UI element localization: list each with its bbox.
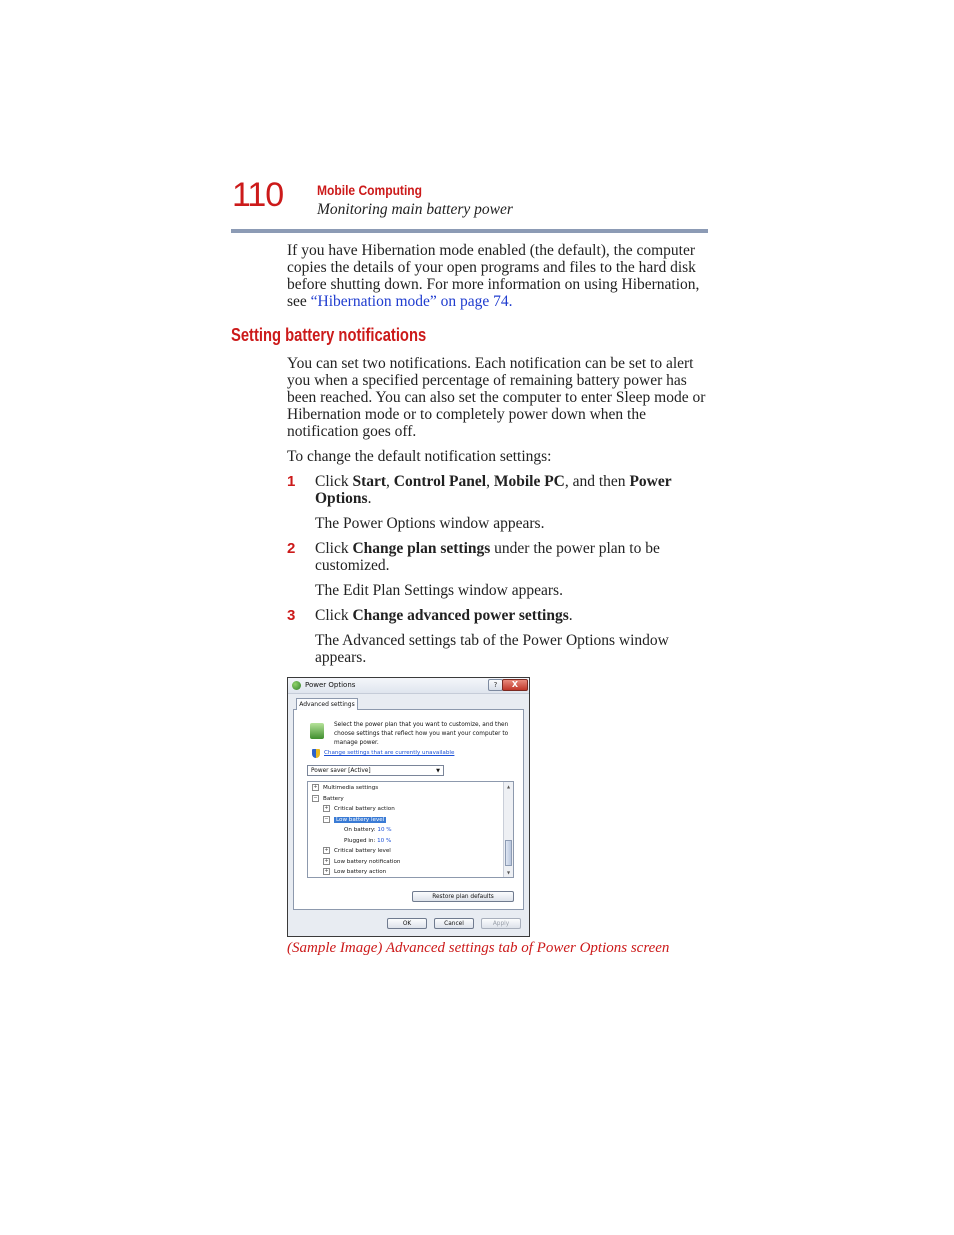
tree-item-critical-action[interactable] xyxy=(323,805,395,813)
settings-tree[interactable] xyxy=(307,781,514,878)
scroll-up-icon[interactable]: ▲ xyxy=(506,784,511,789)
step-number: 3 xyxy=(287,607,296,624)
collapse-icon[interactable]: − xyxy=(313,794,318,801)
expand-icon[interactable]: + xyxy=(324,868,329,874)
tree-item-low-action[interactable] xyxy=(323,868,386,876)
window-titlebar xyxy=(288,678,529,694)
step-3-text xyxy=(315,607,710,624)
step-number: 2 xyxy=(287,540,296,557)
tree-item-label: Low battery level xyxy=(336,816,385,823)
tree-item-low-level[interactable] xyxy=(323,816,386,824)
instructions-intro: To change the default notification settings: xyxy=(287,448,552,465)
chapter-title: Mobile Computing xyxy=(317,182,423,198)
tree-item-critical-level[interactable] xyxy=(323,847,391,855)
step-bold-term: Mobile PC xyxy=(493,473,565,490)
restore-defaults-button[interactable]: Restore plan defaults xyxy=(412,891,514,902)
step-1-result: The Power Options window appears. xyxy=(315,515,545,532)
tree-item-label: Multimedia settings xyxy=(323,785,379,791)
tab-advanced-settings[interactable]: Advanced settings xyxy=(296,698,358,710)
step-bold-term: Power Options xyxy=(315,473,672,507)
section-heading: Setting battery notifications xyxy=(231,325,427,345)
header-rule xyxy=(231,229,708,233)
notifications-paragraph: You can set two notifications. Each notification can be set to alert you when a specified percentage of remaining battery power has been reached. You can also set the computer to enter Sleep mode or Hibernation mode or to completely power down when the notification goes off. xyxy=(287,355,706,440)
step-2-result: The Edit Plan Settings window appears. xyxy=(315,582,563,599)
setting-on-battery[interactable] xyxy=(344,826,392,834)
step-text-part: Click xyxy=(315,473,353,490)
dropdown-selected-value: Power saver [Active] xyxy=(311,768,371,774)
ok-button[interactable]: OK xyxy=(387,918,427,929)
expand-icon[interactable]: + xyxy=(324,847,329,853)
setting-value[interactable]: 10 % xyxy=(377,827,392,833)
tree-item-label: Critical battery level xyxy=(334,848,391,854)
figure-caption: (Sample Image) Advanced settings tab of Power Options screen xyxy=(287,940,670,956)
cancel-button[interactable]: Cancel xyxy=(434,918,474,929)
window-title: Power Options xyxy=(305,681,356,689)
step-bold-term: Change advanced power settings xyxy=(352,607,569,624)
step-text-part: Click xyxy=(315,607,353,624)
step-number: 1 xyxy=(287,473,296,490)
step-text-part: . xyxy=(568,607,573,624)
chevron-down-icon: ▼ xyxy=(436,768,440,774)
step-text-part: under the power plan to be customized. xyxy=(315,540,660,574)
battery-plan-icon xyxy=(310,723,324,739)
intro-paragraph xyxy=(287,242,712,310)
intro-text: If you have Hibernation mode enabled (the default), the computer copies the details of your open programs and files to the hard disk before shutting down. For more information on using Hibernation, see xyxy=(287,242,700,310)
step-text-part: Click xyxy=(315,540,353,557)
tree-scrollbar[interactable] xyxy=(503,782,513,877)
power-options-icon xyxy=(292,681,301,690)
step-text-part: , xyxy=(386,473,394,490)
setting-value[interactable]: 10 % xyxy=(377,837,392,844)
step-bold-term: Start xyxy=(352,473,387,490)
hibernation-link[interactable]: “Hibernation mode” on page 74. xyxy=(310,293,513,310)
expand-icon[interactable]: + xyxy=(324,805,329,811)
tree-item-label: Battery xyxy=(323,795,344,802)
shield-icon xyxy=(312,749,320,758)
step-1-text xyxy=(315,473,710,507)
scroll-down-icon[interactable]: ▼ xyxy=(506,870,511,875)
step-text-part: , and then xyxy=(564,473,630,490)
setting-plugged-in[interactable] xyxy=(344,837,391,845)
tree-item-label: Low battery action xyxy=(334,869,387,875)
close-button[interactable]: X xyxy=(502,679,528,691)
step-text-part: . xyxy=(367,490,372,507)
tree-item-low-notification[interactable] xyxy=(323,858,400,866)
change-unavailable-settings-link[interactable]: Change settings that are currently unavailable xyxy=(324,750,455,756)
step-text-part: , xyxy=(486,473,494,490)
advanced-settings-panel xyxy=(293,709,524,910)
scroll-thumb[interactable] xyxy=(505,840,512,866)
collapse-icon[interactable]: − xyxy=(324,815,329,822)
plan-description: Select the power plan that you want to customize, and then choose settings that reflect how you want your computer to manage power. xyxy=(334,722,509,746)
section-title: Monitoring main battery power xyxy=(317,201,513,218)
help-button[interactable]: ? xyxy=(488,679,503,691)
tree-item-battery[interactable] xyxy=(312,795,344,803)
tree-item-label: Critical battery action xyxy=(334,806,395,812)
tree-item-label: Low battery notification xyxy=(334,858,401,865)
step-bold-term: Control Panel xyxy=(393,473,487,490)
step-2-text xyxy=(315,540,710,574)
setting-label: Plugged in: xyxy=(344,837,376,844)
page-number: 110 xyxy=(232,176,284,214)
step-bold-term: Change plan settings xyxy=(352,540,491,557)
tree-item-multimedia[interactable] xyxy=(312,784,378,792)
expand-icon[interactable]: + xyxy=(313,784,318,790)
setting-label: On battery: xyxy=(344,827,376,833)
power-options-window xyxy=(287,677,530,937)
apply-button[interactable]: Apply xyxy=(481,918,521,929)
expand-icon[interactable]: + xyxy=(324,857,329,864)
step-3-result: The Advanced settings tab of the Power Options window appears. xyxy=(315,632,669,666)
power-plan-dropdown[interactable] xyxy=(307,765,444,776)
